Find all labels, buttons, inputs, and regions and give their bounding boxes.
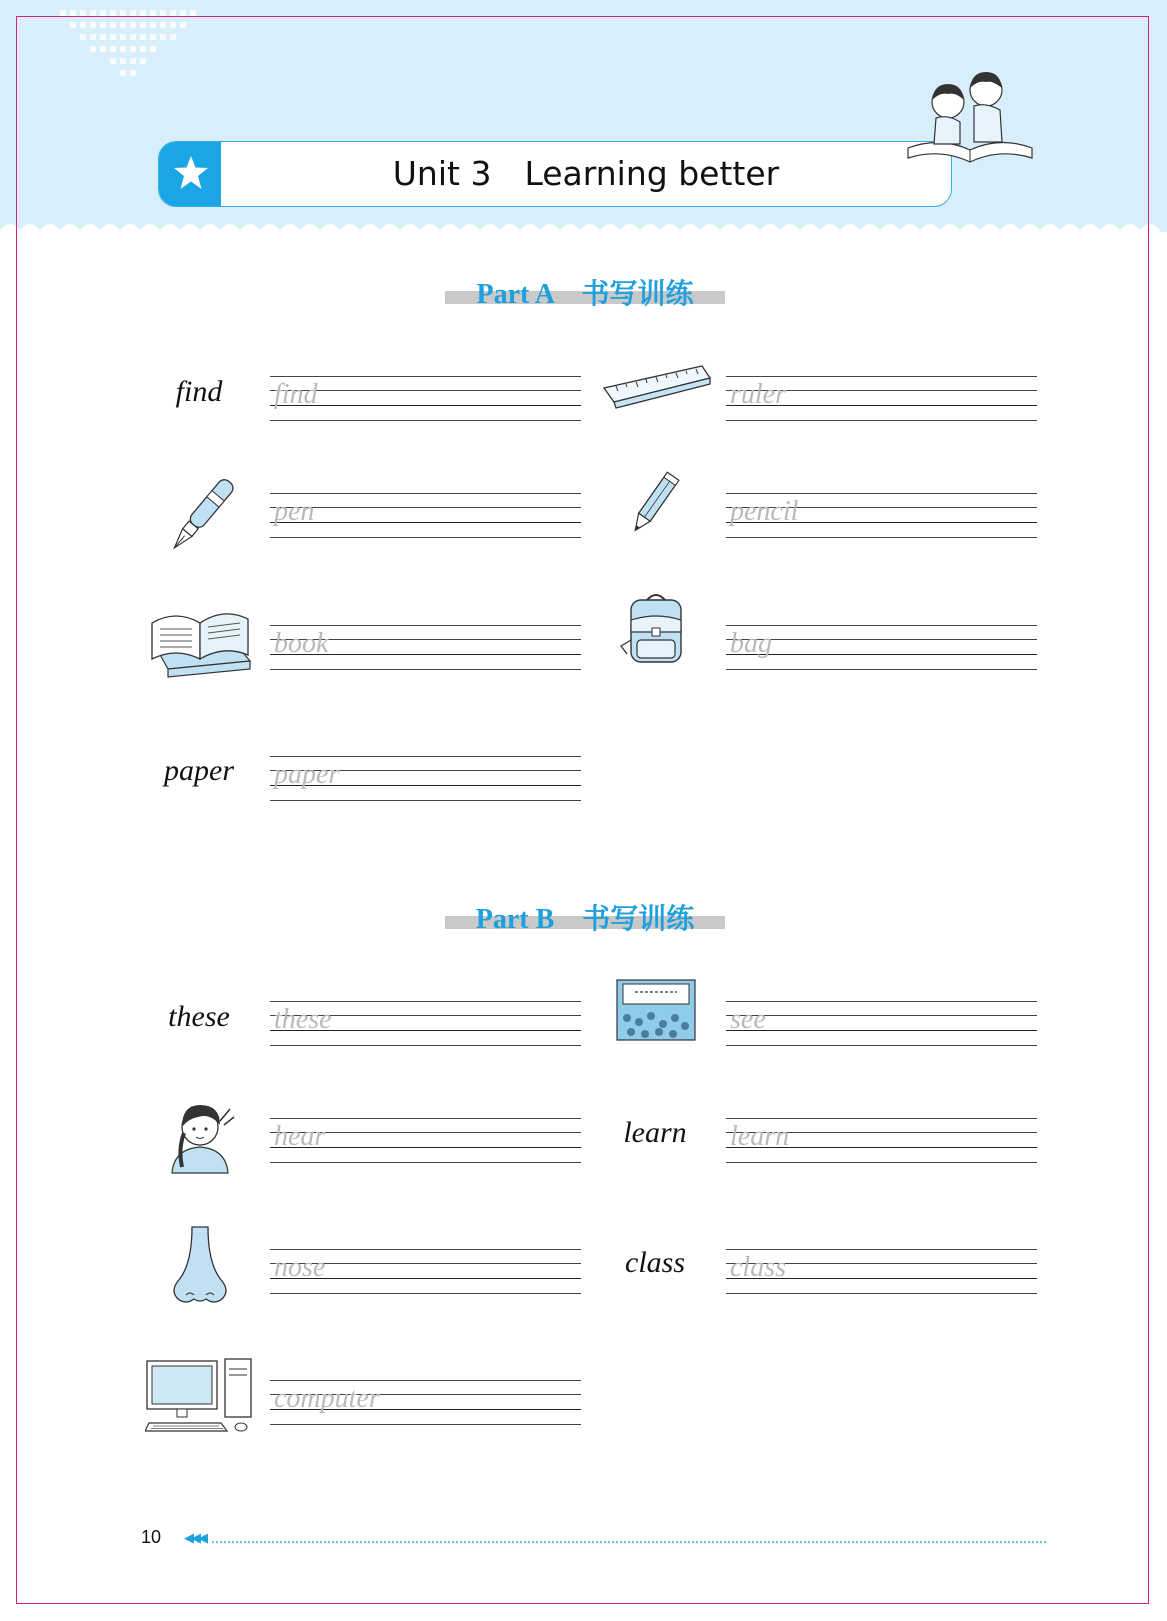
trace-word: hear xyxy=(274,1121,326,1152)
guide-line xyxy=(270,537,581,538)
writing-lines-pencil[interactable] xyxy=(726,493,1037,538)
guide-line xyxy=(270,1045,581,1046)
computer-icon xyxy=(145,1357,257,1435)
writing-lines-computer[interactable] xyxy=(270,1380,581,1425)
guide-line xyxy=(270,1293,581,1294)
writing-lines-paper[interactable] xyxy=(270,756,581,801)
ruler-icon xyxy=(602,362,712,410)
trace-word: nose xyxy=(274,1252,326,1283)
trace-word: paper xyxy=(274,759,340,790)
trace-word: ruler xyxy=(730,379,786,410)
guide-line xyxy=(726,420,1037,421)
fountain-pen-icon xyxy=(166,470,238,560)
writing-lines-learn[interactable] xyxy=(726,1118,1037,1163)
guide-line xyxy=(270,420,581,421)
baseline xyxy=(726,654,1037,655)
guide-line xyxy=(726,639,1037,640)
star-icon xyxy=(173,155,209,191)
baseline xyxy=(726,1030,1037,1031)
guide-line xyxy=(726,1045,1037,1046)
cinema-screen-icon xyxy=(615,978,697,1042)
guide-line xyxy=(270,1162,581,1163)
trace-word: these xyxy=(274,1004,332,1035)
unit-title: Unit 3 Learning better xyxy=(392,154,780,193)
writing-lines-book[interactable] xyxy=(270,625,581,670)
unit-title-bar xyxy=(158,141,952,207)
writing-lines-find[interactable] xyxy=(270,376,581,421)
guide-line xyxy=(726,1162,1037,1163)
word-label-these: these xyxy=(168,1000,230,1033)
guide-line xyxy=(726,625,1037,626)
writing-lines-bag[interactable] xyxy=(726,625,1037,670)
guide-line xyxy=(726,537,1037,538)
word-label-class: class xyxy=(625,1246,685,1279)
children-reading-illustration xyxy=(900,66,1040,166)
arrows-left-icon: ◀◀◀ xyxy=(184,1530,205,1545)
trace-word: class xyxy=(730,1252,786,1283)
girl-listening-icon xyxy=(164,1095,238,1175)
trace-word: see xyxy=(730,1004,766,1035)
writing-lines-hear[interactable] xyxy=(270,1118,581,1163)
guide-line xyxy=(726,1001,1037,1002)
part-b-heading xyxy=(445,895,725,935)
part-a-heading xyxy=(445,270,725,310)
part-a-heading-text: Part A 书写训练 xyxy=(476,279,694,310)
schoolbag-icon xyxy=(617,590,695,666)
trace-word: find xyxy=(274,379,318,410)
writing-lines-see[interactable] xyxy=(726,1001,1037,1046)
writing-lines-pen[interactable] xyxy=(270,493,581,538)
guide-line xyxy=(270,1424,581,1425)
writing-lines-class[interactable] xyxy=(726,1249,1037,1294)
writing-lines-ruler[interactable] xyxy=(726,376,1037,421)
guide-line xyxy=(726,1293,1037,1294)
guide-line xyxy=(270,669,581,670)
word-label-paper: paper xyxy=(164,754,234,787)
baseline xyxy=(270,522,581,523)
guide-line xyxy=(726,1015,1037,1016)
trace-word: book xyxy=(274,628,329,659)
trace-word: computer xyxy=(274,1383,380,1414)
guide-line xyxy=(270,493,581,494)
word-label-find: find xyxy=(175,375,223,408)
guide-line xyxy=(270,800,581,801)
writing-lines-these[interactable] xyxy=(270,1001,581,1046)
writing-lines-nose[interactable] xyxy=(270,1249,581,1294)
books-icon xyxy=(148,603,254,681)
page-number: 10 xyxy=(141,1527,162,1547)
nose-icon xyxy=(168,1225,232,1307)
pencil-icon xyxy=(622,470,684,540)
word-label-learn: learn xyxy=(623,1116,687,1149)
trace-word: pencil xyxy=(730,496,799,527)
guide-line xyxy=(270,507,581,508)
guide-line xyxy=(726,669,1037,670)
trace-word: bag xyxy=(730,628,772,659)
part-b-heading-text: Part B 书写训练 xyxy=(475,904,695,935)
star-badge xyxy=(159,142,221,206)
trace-word: learn xyxy=(730,1121,790,1152)
footer-dotted-rule xyxy=(212,1541,1046,1543)
trace-word: pen xyxy=(274,496,315,527)
